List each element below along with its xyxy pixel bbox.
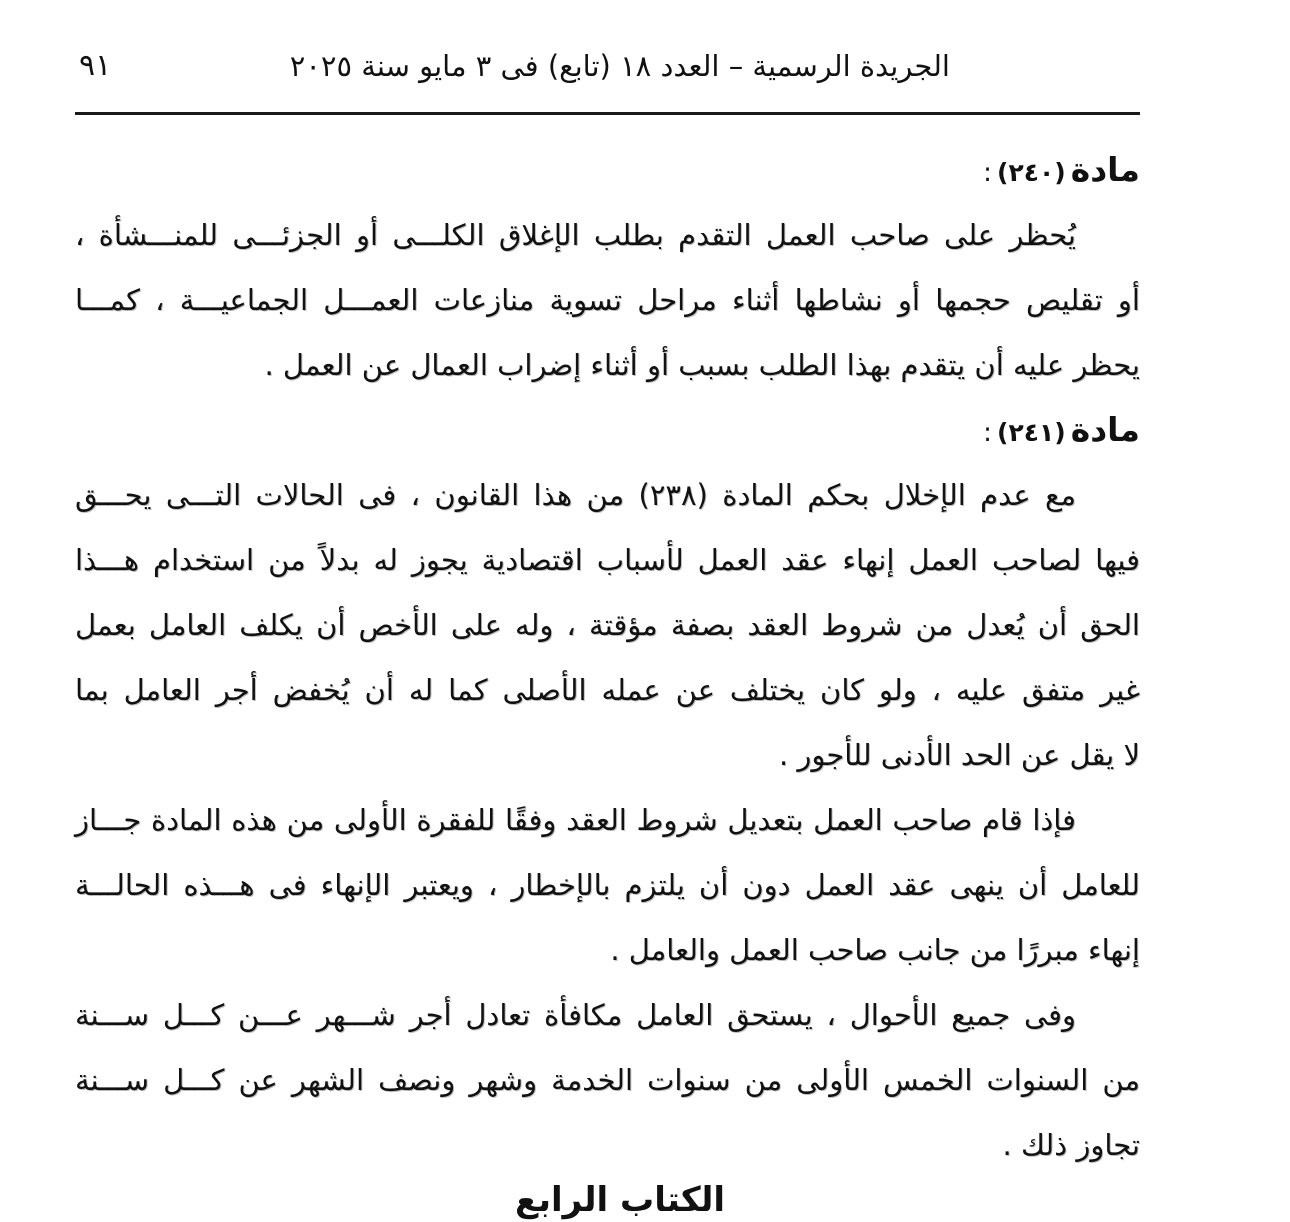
gazette-title: الجريدة الرسمية – العدد ١٨ (تابع) فى ٣ مايو سنة ٢٠٢٥: [289, 49, 950, 83]
article-241-paragraph-3-line: تجاوز ذلك .: [1002, 1128, 1140, 1162]
article-241-paragraph-1-line: فيها لصاحب العمل إنهاء عقد العمل لأسباب اقتصادية يجوز له بدلاً من استخدام هـــذا: [75, 543, 1140, 577]
article-241-paragraph-2-line: للعامل أن ينهى عقد العمل دون أن يلتزم بالإخطار ، ويعتبر الإنهاء فى هـــذه الحالـــة: [75, 868, 1140, 902]
article-240-line: أو تقليص حجمها أو نشاطها أثناء مراحل تسوية منازعات العمـــل الجماعيـــة ، كمـــا: [75, 283, 1140, 317]
article-241-paragraph-1-line: غير متفق عليه ، ولو كان يختلف عن عمله الأصلى كما له أن يُخفض أجر العامل بما: [75, 673, 1140, 707]
article-label: مادة: [1070, 410, 1140, 449]
article-241-paragraph-3-line: من السنوات الخمس الأولى من سنوات الخدمة وشهر ونصف الشهر عن كـــل ســـنة: [75, 1063, 1140, 1097]
article-241-paragraph-2-line: فإذا قام صاحب العمل بتعديل شروط العقد وفقًا للفقرة الأولى من هذه المادة جـــاز: [75, 803, 1076, 837]
article-240-line: يحظر عليه أن يتقدم بهذا الطلب بسبب أو أثناء إضراب العمال عن العمل .: [264, 348, 1140, 382]
article-241-paragraph-1-line: لا يقل عن الحد الأدنى للأجور .: [778, 738, 1140, 772]
article-number: (٢٤٠): [997, 158, 1066, 187]
article-240-heading: [983, 148, 1140, 192]
header-divider: [75, 112, 1140, 115]
article-number: (٢٤١): [997, 418, 1066, 447]
article-241-paragraph-1-line: الحق أن يُعدل من شروط العقد بصفة مؤقتة ، وله على الأخص أن يكلف العامل بعمل: [75, 608, 1140, 642]
page-number: ٩١: [79, 48, 112, 83]
book-heading: الكتاب الرابع: [514, 1180, 726, 1220]
article-241-paragraph-2-line: إنهاء مبررًا من جانب صاحب العمل والعامل .: [610, 933, 1140, 967]
article-colon: :: [983, 418, 992, 448]
article-241-paragraph-1-line: مع عدم الإخلال بحكم المادة (٢٣٨) من هذا القانون ، فى الحالات التـــى يحـــق: [75, 478, 1076, 512]
article-colon: :: [983, 158, 992, 188]
article-241-heading: [983, 408, 1140, 452]
page-header: [75, 44, 1140, 94]
article-240-line: يُحظر على صاحب العمل التقدم بطلب الإغلاق الكلـــى أو الجزئـــى للمنـــشأة ،: [75, 218, 1076, 252]
article-label: مادة: [1070, 150, 1140, 189]
article-241-paragraph-3-line: وفى جميع الأحوال ، يستحق العامل مكافأة تعادل أجر شـــهر عـــن كـــل ســـنة: [75, 998, 1076, 1032]
gazette-page: [75, 0, 1140, 1220]
